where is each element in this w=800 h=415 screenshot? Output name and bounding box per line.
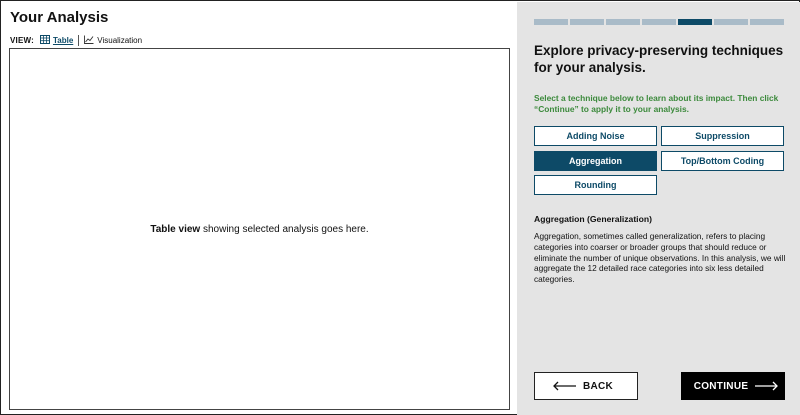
panel-heading: Explore privacy-preserving techniques for your analysis. (534, 43, 784, 75)
technique-top-bottom-coding-button[interactable]: Top/Bottom Coding (661, 151, 784, 171)
view-switcher (10, 35, 142, 46)
back-label: BACK (582, 380, 614, 392)
page-title: Your Analysis (10, 9, 109, 26)
continue-label: CONTINUE (693, 380, 749, 392)
technique-description-title: Aggregation (Generalization) (534, 214, 652, 224)
analysis-panel (1, 1, 517, 415)
technique-suppression-button[interactable]: Suppression (661, 126, 784, 146)
technique-panel (517, 2, 800, 415)
technique-aggregation-button[interactable]: Aggregation (534, 151, 657, 171)
table-icon (40, 35, 50, 46)
view-option-label: Visualization (97, 36, 143, 45)
panel-instruction: Select a technique below to learn about its impact. Then click “Continue” to apply it to your analysis. (534, 93, 779, 114)
technique-adding-noise-button[interactable]: Adding Noise (534, 126, 657, 146)
progress-step (534, 19, 568, 25)
view-divider (78, 35, 79, 46)
continue-button[interactable] (681, 372, 785, 400)
arrow-left-icon (553, 381, 577, 391)
technique-rounding-button[interactable]: Rounding (534, 175, 657, 195)
view-option-table[interactable] (40, 35, 73, 46)
back-button[interactable] (534, 372, 638, 400)
progress-step (750, 19, 784, 25)
progress-step (606, 19, 640, 25)
step-progress (534, 19, 786, 25)
view-label: VIEW: (10, 36, 34, 45)
analysis-canvas (9, 48, 510, 410)
canvas-placeholder-text: showing selected analysis goes here. (200, 223, 369, 235)
chart-icon (84, 35, 94, 46)
progress-step (714, 19, 748, 25)
progress-step (678, 19, 712, 25)
arrow-right-icon (754, 381, 778, 391)
progress-step (570, 19, 604, 25)
view-option-label: Table (52, 36, 74, 45)
canvas-placeholder-bold: Table view (150, 223, 201, 235)
view-option-visualization[interactable] (84, 35, 142, 46)
progress-step (642, 19, 676, 25)
canvas-placeholder (150, 224, 368, 235)
technique-description: Aggregation, sometimes called generalization, refers to placing categories into coarser or broader groups that should reduce or eliminate the number of unique observations. In this analysis, we will aggregate the 12 detailed race categories into six less detailed categories. (534, 231, 786, 285)
